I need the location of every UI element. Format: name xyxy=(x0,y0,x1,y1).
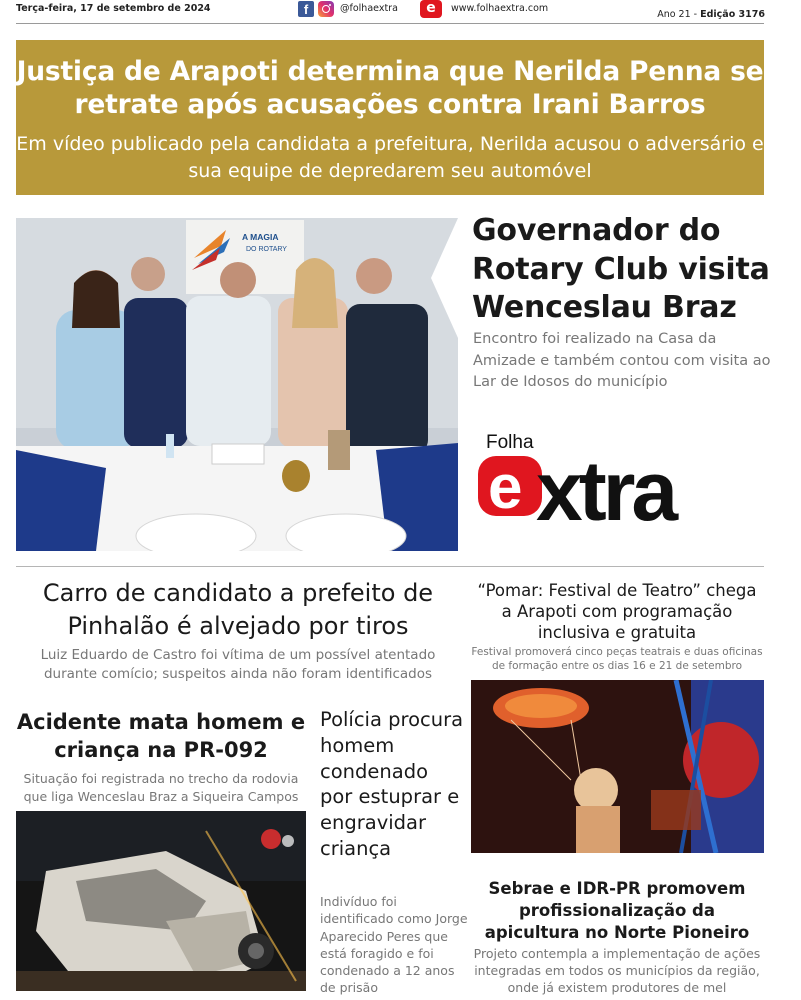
edition-number xyxy=(657,9,765,20)
banner-subhead: Em vídeo publicado pela candidata a prefeitura, Nerilda acusou o adversário e sua equipe de depredarem seu automóvel xyxy=(16,133,764,182)
rotary-subhead: Encontro foi realizado na Casa da Amizade e também contou com visita ao Lar de Idosos do município xyxy=(473,331,771,390)
edition-issue: Edição 3176 xyxy=(700,9,765,20)
accident-story-subhead: Situação foi registrada no trecho da rodovia que liga Wenceslau Braz a Siqueira Campos xyxy=(23,771,299,804)
theater-photo[interactable] xyxy=(471,680,764,853)
rotary-sign-line1: A MAGIA xyxy=(242,232,279,242)
car-story-headline[interactable]: Carro de candidato a prefeito de Pinhalão é alvejado por tiros xyxy=(42,579,434,640)
website-link[interactable]: www.folhaextra.com xyxy=(451,3,549,14)
theater-story-subhead: Festival promoverá cinco peças teatrais e duas oficinas de formação entre os dias 16 e 21 de setembro xyxy=(471,646,763,672)
banner-headline[interactable]: Justiça de Arapoti determina que Nerilda Penna se retrate após acusações contra Irani Barros xyxy=(16,56,764,120)
facebook-icon[interactable]: f xyxy=(298,1,314,17)
rotary-photo[interactable] xyxy=(16,218,458,551)
logo-e-letter: e xyxy=(488,453,523,522)
sebrae-story-subhead: Projeto contempla a implementação de ações integradas em todos os municípios da região, onde já existem produtores de mel xyxy=(473,946,761,995)
logo-xtra-text: xtra xyxy=(536,444,675,530)
folhaextra-e-icon[interactable]: e xyxy=(420,0,442,18)
accident-story-headline[interactable]: Acidente mata homem e criança na PR-092 xyxy=(16,710,306,762)
rotary-sign-line2: DO ROTARY xyxy=(246,246,287,253)
accident-photo[interactable] xyxy=(16,811,306,991)
folha-extra-logo xyxy=(474,430,769,530)
police-story-subhead: Indivíduo foi identificado como Jorge Aparecido Peres que está foragido e foi condenado a 12 anos de prisão xyxy=(320,894,468,996)
instagram-icon[interactable] xyxy=(318,1,334,17)
police-story-headline[interactable]: Polícia procura homem condenado por estuprar e engravidar criança xyxy=(320,708,464,860)
car-story-subhead: Luiz Eduardo de Castro foi vítima de um possível atentado durante comício; suspeitos ainda não foram identificados xyxy=(40,647,436,682)
header-divider xyxy=(16,23,764,24)
theater-story-headline[interactable]: “Pomar: Festival de Teatro” chega a Arapoti com programação inclusiva e gratuita xyxy=(477,581,757,642)
edition-date: Terça-feira, 17 de setembro de 2024 xyxy=(16,3,211,14)
social-handle[interactable]: @folhaextra xyxy=(340,3,398,14)
edition-year: Ano 21 - xyxy=(657,9,701,20)
section-divider xyxy=(16,566,764,567)
rotary-headline[interactable]: Governador do Rotary Club visita Wenceslau Braz xyxy=(472,213,770,325)
logo-folha-text: Folha xyxy=(486,432,534,453)
sebrae-story-headline[interactable]: Sebrae e IDR-PR promovem profissionalização da apicultura no Norte Pioneiro xyxy=(484,879,750,942)
